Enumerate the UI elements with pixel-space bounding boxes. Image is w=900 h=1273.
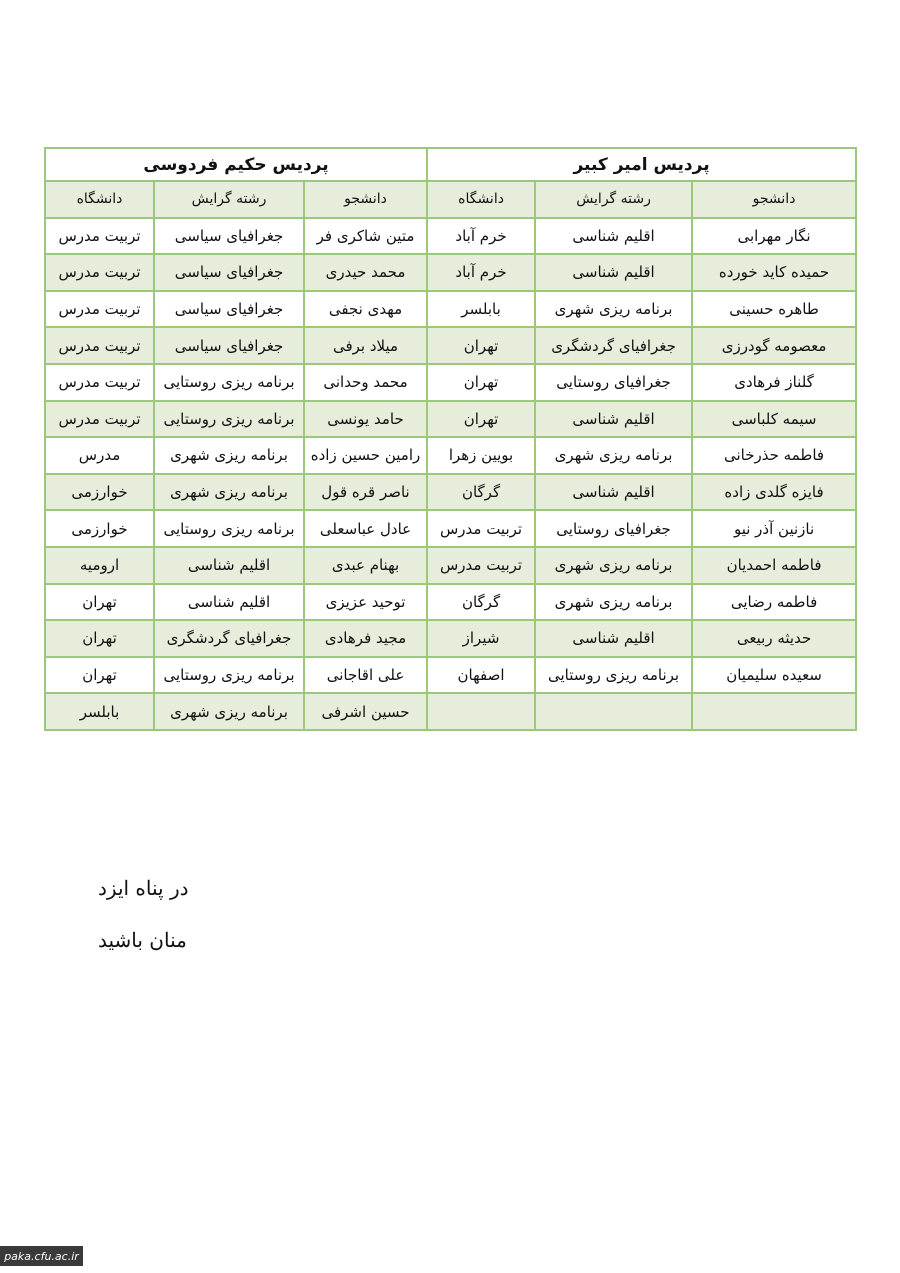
cell-field: جغرافیای گردشگری (535, 327, 692, 364)
cell-university: تهران (45, 657, 154, 694)
cell-university: تربیت مدرس (45, 291, 154, 328)
cell-university: تربیت مدرس (45, 254, 154, 291)
cell-student: مهدی نجفی (304, 291, 427, 328)
col-header-field: رشته گرایش (154, 181, 304, 218)
cell-field: برنامه ریزی شهری (535, 291, 692, 328)
cell-student: عادل عباسعلی (304, 510, 427, 547)
cell-field: برنامه ریزی شهری (154, 474, 304, 511)
cell-student: حسین اشرفی (304, 693, 427, 730)
cell-field: برنامه ریزی روستایی (154, 657, 304, 694)
cell-university (427, 693, 535, 730)
cell-field: برنامه ریزی روستایی (535, 657, 692, 694)
cell-university: گرگان (427, 584, 535, 621)
col-header-university: دانشگاه (427, 181, 535, 218)
closing-line-1: در پناه ایزد (98, 876, 189, 900)
cell-student: ناصر قره قول (304, 474, 427, 511)
cell-university: تهران (45, 620, 154, 657)
table-row (45, 584, 856, 621)
cell-university: مدرس (45, 437, 154, 474)
table-row (45, 547, 856, 584)
cell-field: برنامه ریزی روستایی (154, 364, 304, 401)
cell-field: اقلیم شناسی (535, 474, 692, 511)
cell-university: تربیت مدرس (45, 218, 154, 255)
cell-field: برنامه ریزی شهری (154, 437, 304, 474)
cell-university: تربیت مدرس (45, 364, 154, 401)
cell-university: تربیت مدرس (427, 547, 535, 584)
col-header-university: دانشگاه (45, 181, 154, 218)
table-row (45, 657, 856, 694)
table-row (45, 364, 856, 401)
cell-university: خرم آباد (427, 254, 535, 291)
cell-university: تهران (427, 401, 535, 438)
cell-student: فایزه گلدی زاده (692, 474, 856, 511)
cell-university: بابلسر (45, 693, 154, 730)
cell-field (535, 693, 692, 730)
col-header-student: دانشجو (304, 181, 427, 218)
cell-student: توحید عزیزی (304, 584, 427, 621)
cell-student: گلناز فرهادی (692, 364, 856, 401)
site-watermark[interactable]: paka.cfu.ac.ir (0, 1246, 83, 1266)
cell-field: جغرافیای سیاسی (154, 327, 304, 364)
cell-field: اقلیم شناسی (535, 401, 692, 438)
closing-line-2: منان باشید (98, 928, 187, 952)
cell-university: تهران (427, 327, 535, 364)
cell-student: فاطمه رضایی (692, 584, 856, 621)
cell-field: جغرافیای سیاسی (154, 291, 304, 328)
cell-student: طاهره حسینی (692, 291, 856, 328)
cell-field: جغرافیای روستایی (535, 364, 692, 401)
cell-field: برنامه ریزی شهری (154, 693, 304, 730)
table-row (45, 291, 856, 328)
table-row (45, 620, 856, 657)
cell-university: بابلسر (427, 291, 535, 328)
campus-amirkabir-header: پردیس امیر کبیر (427, 148, 856, 181)
cell-student: علی اقاجانی (304, 657, 427, 694)
students-table (44, 147, 857, 731)
table-row (45, 218, 856, 255)
cell-student: معصومه گودرزی (692, 327, 856, 364)
cell-student: حامد یونسی (304, 401, 427, 438)
cell-university: تربیت مدرس (427, 510, 535, 547)
cell-university: اصفهان (427, 657, 535, 694)
cell-field: اقلیم شناسی (154, 547, 304, 584)
cell-field: جغرافیای سیاسی (154, 254, 304, 291)
cell-field: برنامه ریزی روستایی (154, 401, 304, 438)
cell-student: محمد حیدری (304, 254, 427, 291)
cell-student: نگار مهرابی (692, 218, 856, 255)
cell-university: گرگان (427, 474, 535, 511)
table-row (45, 510, 856, 547)
cell-university: تربیت مدرس (45, 401, 154, 438)
cell-student: فاطمه حذرخانی (692, 437, 856, 474)
cell-field: جغرافیای سیاسی (154, 218, 304, 255)
cell-field: برنامه ریزی شهری (535, 584, 692, 621)
cell-field: برنامه ریزی شهری (535, 437, 692, 474)
cell-field: برنامه ریزی شهری (535, 547, 692, 584)
cell-university: خوارزمی (45, 510, 154, 547)
cell-university: خرم آباد (427, 218, 535, 255)
campus-hakim-ferdowsi-header: پردیس حکیم فردوسی (45, 148, 427, 181)
cell-student: سیمه کلباسی (692, 401, 856, 438)
cell-student: نازنین آذر نیو (692, 510, 856, 547)
cell-student: مجید فرهادی (304, 620, 427, 657)
cell-student: بهنام عبدی (304, 547, 427, 584)
table-row (45, 693, 856, 730)
cell-university: تهران (427, 364, 535, 401)
cell-field: جغرافیای روستایی (535, 510, 692, 547)
cell-university: خوارزمی (45, 474, 154, 511)
cell-student: میلاد برفی (304, 327, 427, 364)
cell-field: اقلیم شناسی (154, 584, 304, 621)
cell-student: حمیده کاید خورده (692, 254, 856, 291)
col-header-field: رشته گرایش (535, 181, 692, 218)
cell-university: ارومیه (45, 547, 154, 584)
table-row (45, 401, 856, 438)
cell-university: تربیت مدرس (45, 327, 154, 364)
cell-student: حدیثه ربیعی (692, 620, 856, 657)
table-row (45, 437, 856, 474)
cell-university: شیراز (427, 620, 535, 657)
col-header-student: دانشجو (692, 181, 856, 218)
cell-student: متین شاکری فر (304, 218, 427, 255)
cell-university: بویین زهرا (427, 437, 535, 474)
cell-student: فاطمه احمدیان (692, 547, 856, 584)
table-row (45, 254, 856, 291)
cell-student (692, 693, 856, 730)
cell-field: اقلیم شناسی (535, 218, 692, 255)
cell-student: رامین حسین زاده (304, 437, 427, 474)
cell-student: محمد وحدانی (304, 364, 427, 401)
campus-header-row (45, 148, 856, 181)
cell-field: جغرافیای گردشگری (154, 620, 304, 657)
table-row (45, 327, 856, 364)
cell-field: اقلیم شناسی (535, 254, 692, 291)
table-row (45, 474, 856, 511)
cell-student: سعیده سلیمیان (692, 657, 856, 694)
cell-field: برنامه ریزی روستایی (154, 510, 304, 547)
cell-field: اقلیم شناسی (535, 620, 692, 657)
column-header-row (45, 181, 856, 218)
cell-university: تهران (45, 584, 154, 621)
